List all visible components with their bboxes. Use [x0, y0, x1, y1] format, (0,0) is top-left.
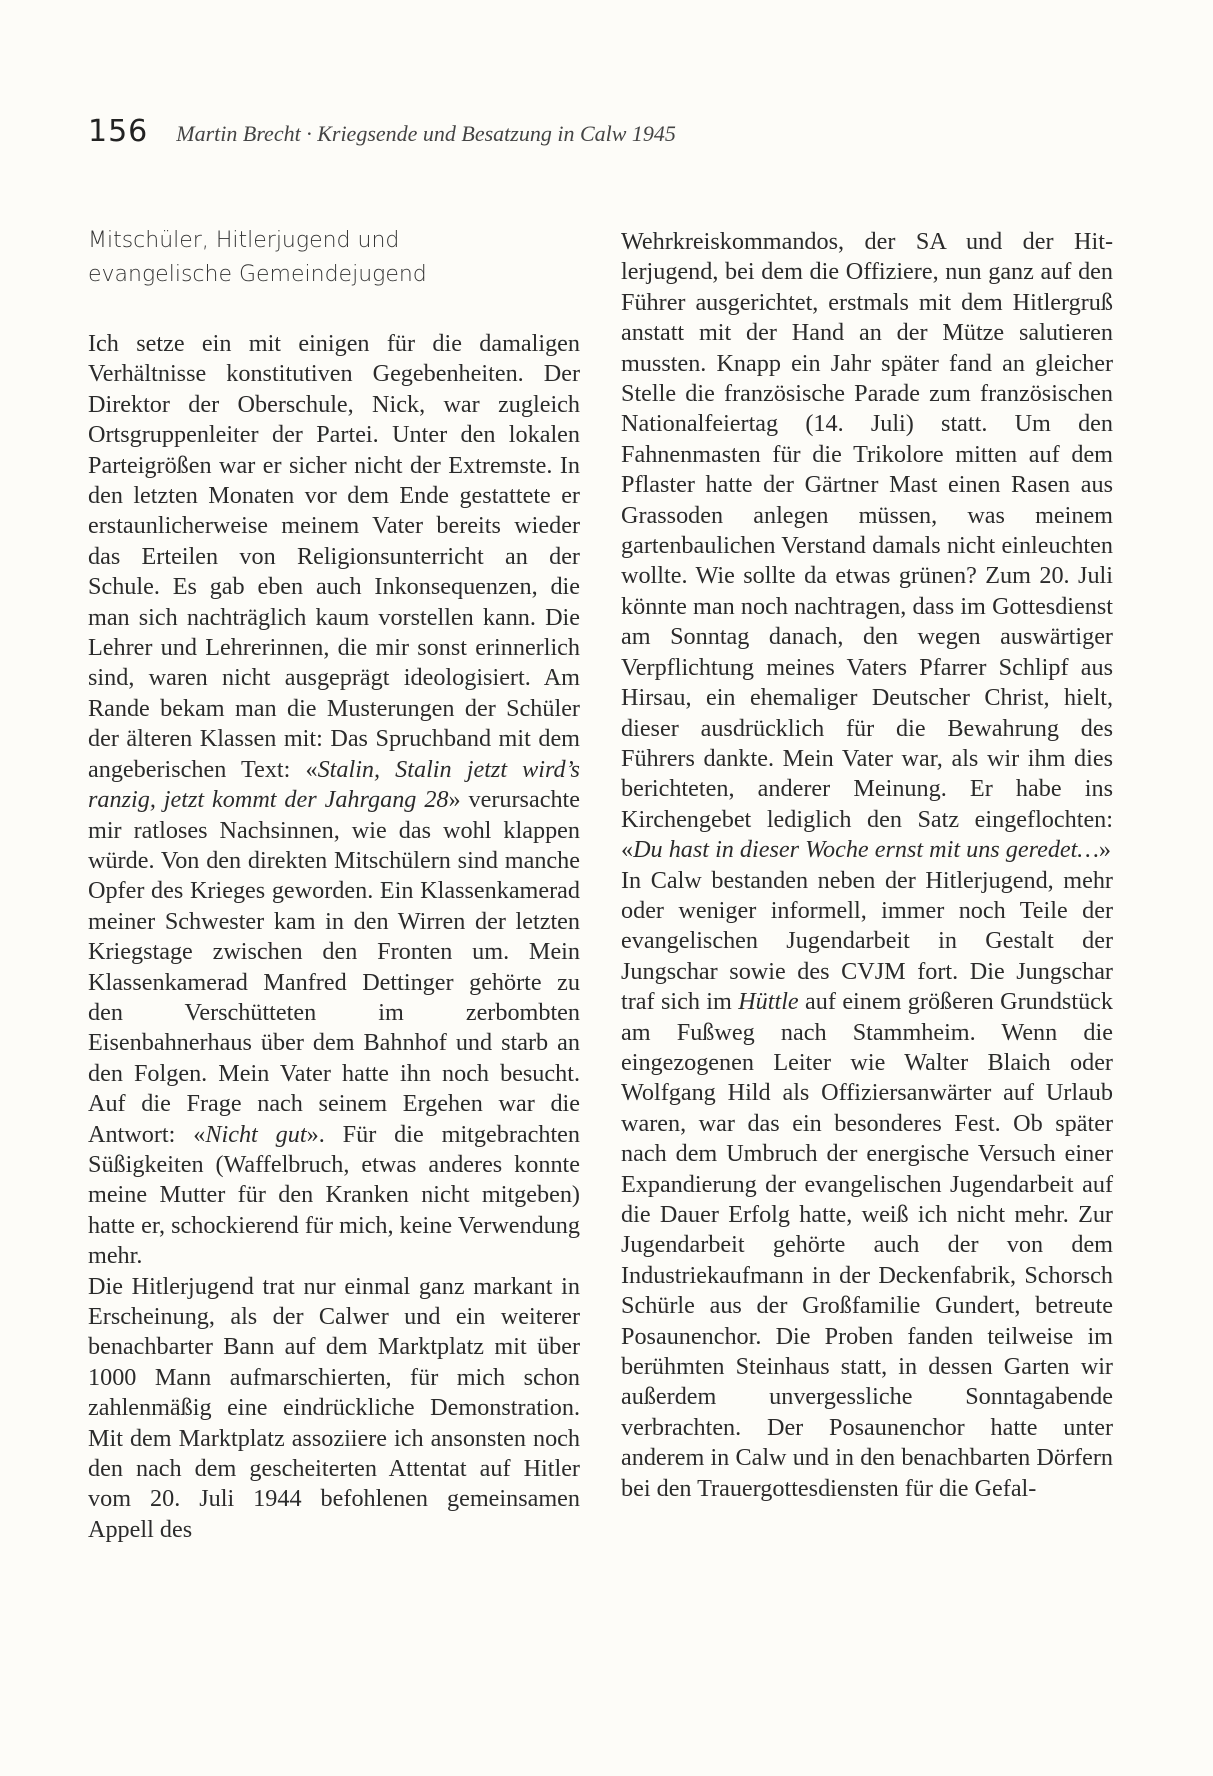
paragraph — [621, 227, 1113, 866]
text-run: Ich setze ein mit einigen für die damaligen Verhältnisse konstitutiven Gegebenheiten. Der Direktor der Oberschule, Nick, war zugleich Ortsgruppenleiter der Partei. Unter den lokalen Parteigrößen war er sicher nicht der Extremste. In den letzten Monaten vor dem Ende gestattete er erstaunlicherweise meinem Vater bereits wieder das Erteilen von Religionsunterricht an der Schule. Es gab eben auch Inkonsequenzen, die man sich nachträglich kaum vorstellen kann. Die Lehrer und Lehrerinnen, die mir sonst erinnerlich sind, waren nicht ausgeprägt ideologisiert. Am Rande bekam man die Musterungen der Schüler der älteren Klassen mit: Das Spruchband mit dem angeberischen Text: « — [88, 330, 580, 783]
section-heading-line-1: Mitschüler, Hitlerjugend und — [88, 228, 400, 253]
italic-text: Hüttle — [738, 988, 799, 1016]
quote-text: Stalin, Stalin jetzt wird’s ranzig, jetzt kommt der Jahrgang 28 — [88, 755, 580, 814]
quote-text: Nicht gut — [205, 1120, 307, 1148]
paragraph — [88, 329, 580, 1272]
paragraph — [621, 866, 1113, 1505]
text-run: » verursachte mir ratloses Nachsinnen, wie das wohl klappen würde. Von den direkten Mitschülern sind manche Opfer des Krieges geworden. Ein Klassenkamerad meiner Schwester kam in den Wirren der letzten Kriegstage zwischen den Fronten um. Mein Klassenkamerad Manfred Dettinger gehörte zu den Verschütteten im zerbombten Eisenbahnerhaus über dem Bahnhof und starb an den Folgen. Mein Vater hatte ihn noch besucht. Auf die Frage nach seinem Ergehen war die Antwort: « — [88, 786, 580, 1148]
text-run: auf einem größeren Grundstück am Fußweg nach Stammheim. Wenn die eingezogenen Leiter wie Walter Blaich oder Wolfgang Hild als Offiziersanwärter auf Urlaub waren, war das ein besonderes Fest. Ob später nach dem Umbruch der energische Versuch einer Expandierung der evangelischen Jugendarbeit auf die Dauer Erfolg hatte, weiß ich nicht mehr. Zur Jugendarbeit gehörte auch der von dem Industriekaufmann in der Deckenfabrik, Schorsch Schürle aus der Großfamilie Gundert, betreute Posaunenchor. Die Proben fanden teilweise im berühmten Steinhaus statt, in dessen Garten wir außerdem unvergessliche Sonntagabende verbrachten. Der Posaunenchor hatte unter anderem in Calw und in den benachbarten Dörfern bei den Trauergottesdiensten für die Gefal- — [621, 988, 1113, 1502]
page-number: 156 — [88, 114, 149, 149]
right-column — [621, 227, 1113, 1504]
paragraph — [88, 1272, 580, 1546]
text-run: ». Für die mitgebrachten Süßigkeiten (Waffelbruch, etwas anderes konnte meine Mutter für den Kranken nicht mitgeben) hatte er, schockierend für mich, keine Verwendung mehr. — [88, 1120, 580, 1270]
text-run: Die Hitlerjugend trat nur einmal ganz markant in Erscheinung, als der Calwer und ein weiterer benachbarter Bann auf dem Marktplatz mit über 1000 Mann aufmarschierten, für mich schon zahlenmäßig eine eindrückliche Demonstration. Mit dem Marktplatz assoziiere ich ansonsten noch den nach dem gescheiterten Attentat auf Hitler vom 20. Juli 1944 befohlenen gemeinsamen Appell des — [88, 1272, 580, 1543]
quote-text: Du hast in dieser Woche ernst mit uns geredet… — [633, 836, 1099, 864]
section-heading — [88, 224, 580, 292]
text-run: In Calw bestanden neben der Hitlerjugend, mehr oder weniger informell, immer noch Teile der evangelischen Jugendarbeit in Gestalt der Jungschar sowie des CVJM fort. Die Jungschar traf sich im — [621, 866, 1113, 1016]
left-column — [88, 216, 580, 1545]
text-run: Wehrkreiskommandos, der SA und der Hitlerjugend, bei dem die Offiziere, nun ganz auf den Führer ausgerichtet, erstmals mit dem Hitlergruß anstatt mit der Hand an der Mütze salutieren mussten. Knapp ein Jahr später fand an gleicher Stelle die französische Parade zum französischen Nationalfeiertag (14. Juli) statt. Um den Fahnenmasten für die Trikolore mitten auf dem Pflaster hatte der Gärtner Mast einen Rasen aus Grassoden anlegen müssen, was meinem gartenbaulichen Verstand damals nicht einleuchten wollte. Wie sollte da etwas grünen? Zum 20. Juli könnte man noch nachtragen, dass im Gottesdienst am Sonntag danach, den wegen auswärtiger Verpflichtung meines Vaters Pfarrer Schlipf aus Hirsau, ein ehemaliger Deutscher Christ, hielt, dieser ausdrücklich für die Bewahrung des Führers dankte. Mein Vater war, als wir ihm dies berichteten, anderer Meinung. Er habe ins Kirchengebet lediglich den Satz eingeflochten: « — [621, 228, 1113, 864]
text-run: » — [1098, 836, 1111, 864]
section-heading-line-2: evangelische Gemeindejugend — [88, 262, 427, 287]
running-title: Martin Brecht · Kriegsende und Besatzung in Calw 1945 — [176, 121, 676, 146]
running-header — [88, 114, 1118, 149]
